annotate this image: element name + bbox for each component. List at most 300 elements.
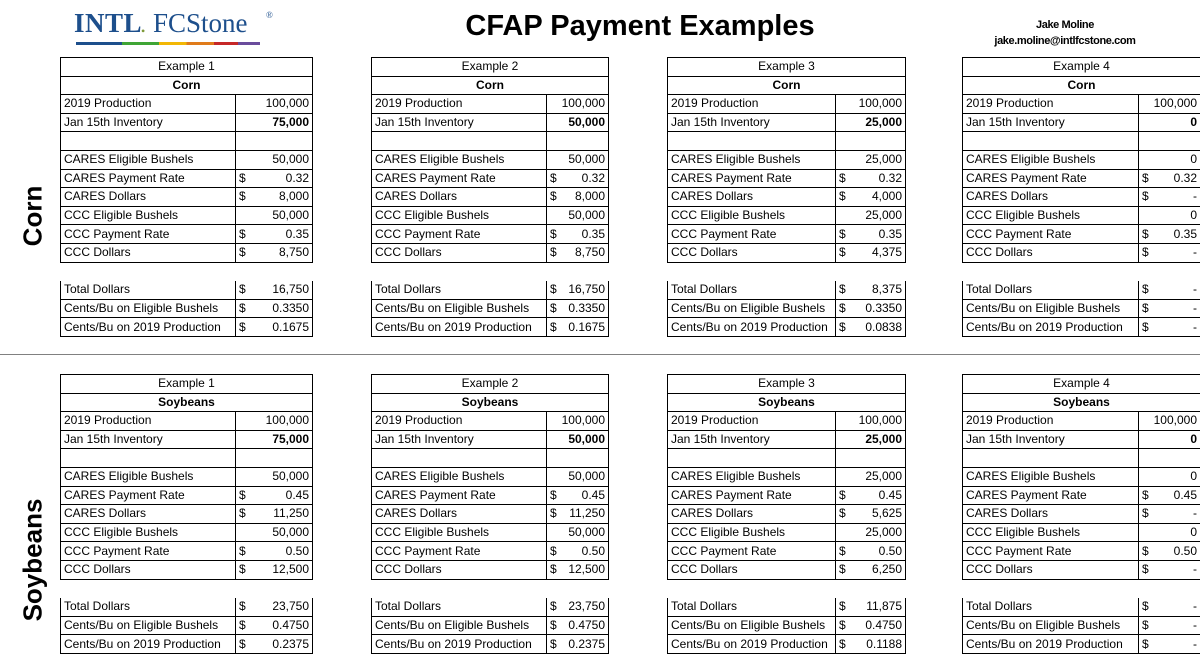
row-cares-rate <box>372 169 609 188</box>
row-label: CCC Dollars <box>963 243 1139 262</box>
row-label: CARES Eligible Bushels <box>372 467 547 486</box>
row-cents-eligible <box>372 299 609 318</box>
currency-value <box>836 616 906 635</box>
row-ccc-bushels <box>668 523 906 542</box>
currency-value <box>547 281 609 300</box>
row-cents-eligible <box>372 616 609 635</box>
cell-value: 25,000 <box>836 150 906 169</box>
currency-amount: - <box>1193 189 1198 204</box>
cell-value: 100,000 <box>236 95 313 114</box>
currency-symbol: $ <box>550 487 557 502</box>
currency-value <box>547 616 609 635</box>
row-spacer <box>668 449 906 468</box>
cell-value: 100,000 <box>547 95 609 114</box>
example-title: Example 4 <box>963 58 1200 77</box>
cell-value: 25,000 <box>836 523 906 542</box>
currency-value <box>547 243 609 262</box>
currency-amount: - <box>1193 618 1198 633</box>
commodity-header: Corn <box>372 76 609 95</box>
commodity-header: Corn <box>668 76 906 95</box>
row-cares-bushels <box>963 150 1200 169</box>
row-label: 2019 Production <box>963 95 1139 114</box>
row-label: Jan 15th Inventory <box>963 113 1139 132</box>
example-title: Example 2 <box>372 375 609 394</box>
currency-symbol: $ <box>239 189 246 204</box>
currency-symbol: $ <box>839 319 846 334</box>
row-label: Cents/Bu on 2019 Production <box>61 635 236 654</box>
row-label: CARES Payment Rate <box>372 169 547 188</box>
row-label: CCC Dollars <box>61 560 236 579</box>
currency-value <box>1139 542 1200 561</box>
row-label: CARES Eligible Bushels <box>372 150 547 169</box>
currency-amount: 8,000 <box>574 189 606 204</box>
currency-amount: 0.45 <box>878 487 903 502</box>
row-cents-production <box>668 635 906 654</box>
row-cares-rate <box>668 169 906 188</box>
cell-value: 100,000 <box>547 412 609 431</box>
contact-email: jake.moline@intlfcstone.com <box>994 35 1136 47</box>
row-total <box>372 598 609 617</box>
currency-amount: 0.2375 <box>568 636 606 651</box>
currency-symbol: $ <box>1142 282 1149 297</box>
currency-value <box>236 318 313 337</box>
row-label: Total Dollars <box>372 598 547 617</box>
row-ccc-rate <box>668 542 906 561</box>
row-label: CARES Payment Rate <box>668 169 836 188</box>
currency-amount: 0.4750 <box>568 618 606 633</box>
row-label: Total Dollars <box>963 281 1139 300</box>
example-title: Example 4 <box>963 375 1200 394</box>
row-cares-bushels <box>372 150 609 169</box>
row-label: Cents/Bu on 2019 Production <box>372 635 547 654</box>
row-label: 2019 Production <box>372 95 547 114</box>
currency-symbol: $ <box>839 618 846 633</box>
currency-amount: 0.45 <box>285 487 310 502</box>
row-label: 2019 Production <box>61 412 236 431</box>
currency-symbol: $ <box>839 245 846 260</box>
currency-value <box>836 635 906 654</box>
currency-value <box>1139 188 1200 207</box>
currency-value <box>236 225 313 244</box>
cell-value: 75,000 <box>236 113 313 132</box>
currency-symbol: $ <box>239 301 246 316</box>
row-ccc-rate <box>61 225 313 244</box>
currency-symbol: $ <box>839 487 846 502</box>
currency-value <box>547 560 609 579</box>
currency-value <box>1139 635 1200 654</box>
currency-symbol: $ <box>1142 319 1149 334</box>
currency-value <box>1139 486 1200 505</box>
row-label: CCC Eligible Bushels <box>61 523 236 542</box>
currency-symbol: $ <box>550 301 557 316</box>
cell-value: 0 <box>1139 523 1200 542</box>
section-label-corn: Corn <box>17 185 48 247</box>
row-label: CCC Payment Rate <box>61 542 236 561</box>
currency-amount: 0.35 <box>1173 226 1198 241</box>
row-label: Cents/Bu on Eligible Bushels <box>372 616 547 635</box>
row-ccc-dollars <box>668 243 906 262</box>
currency-amount: 0.2375 <box>272 636 310 651</box>
currency-symbol: $ <box>239 282 246 297</box>
row-label: CCC Payment Rate <box>61 225 236 244</box>
row-cares-rate <box>963 169 1200 188</box>
currency-amount: 8,750 <box>574 245 606 260</box>
currency-value <box>1139 243 1200 262</box>
row-label: CCC Dollars <box>668 243 836 262</box>
row-total <box>668 281 906 300</box>
currency-symbol: $ <box>550 319 557 334</box>
currency-amount: 0.4750 <box>865 618 903 633</box>
currency-symbol: $ <box>839 543 846 558</box>
row-ccc-dollars <box>963 560 1200 579</box>
currency-value <box>236 560 313 579</box>
cell-value: 50,000 <box>547 113 609 132</box>
currency-symbol: $ <box>1142 599 1149 614</box>
currency-amount: - <box>1193 562 1198 577</box>
logo-color-bar <box>76 42 260 45</box>
example-table <box>667 374 906 654</box>
currency-value <box>1139 560 1200 579</box>
row-spacer <box>668 132 906 151</box>
example-title: Example 2 <box>372 58 609 77</box>
currency-amount: 0.3350 <box>865 301 903 316</box>
currency-amount: 12,500 <box>568 562 606 577</box>
row-label: 2019 Production <box>668 95 836 114</box>
row-cents-production <box>668 318 906 337</box>
row-cares-rate <box>668 486 906 505</box>
row-ccc-rate <box>963 542 1200 561</box>
currency-value <box>1139 616 1200 635</box>
row-production <box>61 412 313 431</box>
currency-symbol: $ <box>239 618 246 633</box>
row-inventory <box>372 113 609 132</box>
currency-symbol: $ <box>239 543 246 558</box>
currency-symbol: $ <box>839 189 846 204</box>
row-total <box>963 281 1200 300</box>
row-cares-bushels <box>668 150 906 169</box>
currency-symbol: $ <box>550 636 557 651</box>
cell-value: 0 <box>1139 113 1200 132</box>
row-label: Total Dollars <box>668 598 836 617</box>
currency-amount: 4,375 <box>871 245 903 260</box>
contact-block <box>960 17 1170 49</box>
currency-symbol: $ <box>839 282 846 297</box>
currency-value <box>1139 299 1200 318</box>
currency-symbol: $ <box>239 506 246 521</box>
row-label: CCC Dollars <box>61 243 236 262</box>
row-ccc-dollars <box>61 560 313 579</box>
row-inventory <box>668 430 906 449</box>
cell-value: 75,000 <box>236 430 313 449</box>
currency-amount: 8,750 <box>278 245 310 260</box>
currency-value <box>836 225 906 244</box>
page-title: CFAP Payment Examples <box>465 10 815 42</box>
row-spacer <box>372 132 609 151</box>
row-spacer <box>372 449 609 468</box>
currency-amount: 12,500 <box>272 562 310 577</box>
row-label: Cents/Bu on 2019 Production <box>668 635 836 654</box>
currency-value <box>836 542 906 561</box>
row-label: Cents/Bu on 2019 Production <box>372 318 547 337</box>
row-label: Cents/Bu on 2019 Production <box>61 318 236 337</box>
row-cents-eligible <box>61 299 313 318</box>
logo-intl-text: INTL <box>74 8 143 38</box>
row-label: CARES Eligible Bushels <box>668 467 836 486</box>
row-inventory <box>61 113 313 132</box>
currency-symbol: $ <box>1142 245 1149 260</box>
currency-amount: 8,375 <box>871 282 903 297</box>
row-label: Cents/Bu on 2019 Production <box>668 318 836 337</box>
commodity-header: Soybeans <box>372 393 609 412</box>
row-production <box>668 95 906 114</box>
row-label: CCC Dollars <box>963 560 1139 579</box>
currency-value <box>547 505 609 524</box>
cell-value: 50,000 <box>236 206 313 225</box>
currency-amount: 0.50 <box>1173 543 1198 558</box>
currency-value <box>236 281 313 300</box>
row-production <box>668 412 906 431</box>
row-cents-eligible <box>668 299 906 318</box>
example-title: Example 3 <box>668 58 906 77</box>
row-total <box>61 281 313 300</box>
currency-amount: 23,750 <box>568 599 606 614</box>
currency-symbol: $ <box>239 599 246 614</box>
row-ccc-dollars <box>372 560 609 579</box>
row-label: CARES Eligible Bushels <box>61 150 236 169</box>
currency-symbol: $ <box>1142 487 1149 502</box>
currency-value <box>1139 598 1200 617</box>
cell-value: 100,000 <box>236 412 313 431</box>
row-cares-bushels <box>372 467 609 486</box>
row-ccc-rate <box>372 542 609 561</box>
row-label: CCC Eligible Bushels <box>668 206 836 225</box>
row-label: CCC Payment Rate <box>668 225 836 244</box>
row-cents-eligible <box>963 299 1200 318</box>
row-cents-production <box>372 635 609 654</box>
currency-amount: - <box>1193 319 1198 334</box>
currency-amount: 0.3350 <box>568 301 606 316</box>
row-spacer <box>963 132 1200 151</box>
row-ccc-rate <box>963 225 1200 244</box>
currency-value <box>236 598 313 617</box>
row-label: Total Dollars <box>963 598 1139 617</box>
row-label: CARES Payment Rate <box>372 486 547 505</box>
cell-value: 25,000 <box>836 467 906 486</box>
cell-value: 25,000 <box>836 113 906 132</box>
row-label: 2019 Production <box>372 412 547 431</box>
row-label: CARES Eligible Bushels <box>668 150 836 169</box>
row-cents-production <box>963 635 1200 654</box>
currency-amount: - <box>1193 245 1198 260</box>
row-spacer <box>61 449 313 468</box>
example-table <box>60 374 313 654</box>
row-label: CARES Payment Rate <box>963 486 1139 505</box>
row-spacer <box>61 579 313 598</box>
currency-amount: 0.32 <box>285 170 310 185</box>
cell-value: 50,000 <box>547 150 609 169</box>
currency-value <box>547 225 609 244</box>
currency-symbol: $ <box>1142 189 1149 204</box>
row-cents-production <box>372 318 609 337</box>
currency-value <box>836 598 906 617</box>
row-label: Cents/Bu on 2019 Production <box>963 635 1139 654</box>
example-title: Example 1 <box>61 375 313 394</box>
row-cares-dollars <box>963 505 1200 524</box>
cell-value: 50,000 <box>547 206 609 225</box>
row-label: Total Dollars <box>668 281 836 300</box>
row-spacer <box>963 449 1200 468</box>
row-label: CARES Payment Rate <box>61 169 236 188</box>
currency-symbol: $ <box>550 618 557 633</box>
row-spacer <box>372 579 609 598</box>
currency-symbol: $ <box>1142 636 1149 651</box>
cell-value: 25,000 <box>836 430 906 449</box>
currency-symbol: $ <box>239 319 246 334</box>
row-cares-dollars <box>61 505 313 524</box>
row-cents-eligible <box>61 616 313 635</box>
row-ccc-dollars <box>372 243 609 262</box>
contact-name: Jake Moline <box>1036 19 1094 31</box>
row-ccc-bushels <box>372 206 609 225</box>
row-cares-bushels <box>61 467 313 486</box>
cell-value: 50,000 <box>547 523 609 542</box>
logo-dot-icon: • <box>141 24 146 38</box>
commodity-header: Soybeans <box>963 393 1200 412</box>
row-label: CCC Eligible Bushels <box>963 523 1139 542</box>
row-spacer <box>963 262 1200 281</box>
currency-value <box>836 318 906 337</box>
currency-symbol: $ <box>239 170 246 185</box>
row-cares-rate <box>61 486 313 505</box>
currency-symbol: $ <box>239 487 246 502</box>
commodity-header: Corn <box>963 76 1200 95</box>
row-cares-dollars <box>372 505 609 524</box>
row-total <box>668 598 906 617</box>
currency-value <box>836 281 906 300</box>
section-label-soybeans: Soybeans <box>17 498 48 622</box>
cell-value: 50,000 <box>547 430 609 449</box>
row-spacer <box>61 262 313 281</box>
currency-amount: 0.45 <box>581 487 606 502</box>
row-production <box>61 95 313 114</box>
currency-symbol: $ <box>239 636 246 651</box>
row-spacer <box>668 579 906 598</box>
example-table <box>371 57 609 337</box>
row-label: 2019 Production <box>668 412 836 431</box>
example-title: Example 1 <box>61 58 313 77</box>
row-label: CARES Eligible Bushels <box>61 467 236 486</box>
currency-symbol: $ <box>839 506 846 521</box>
commodity-header: Soybeans <box>668 393 906 412</box>
currency-value <box>236 169 313 188</box>
row-cares-rate <box>372 486 609 505</box>
row-spacer <box>372 262 609 281</box>
currency-amount: 0.3350 <box>272 301 310 316</box>
currency-symbol: $ <box>839 301 846 316</box>
currency-amount: 6,250 <box>871 562 903 577</box>
row-label: Cents/Bu on Eligible Bushels <box>963 299 1139 318</box>
row-total <box>61 598 313 617</box>
currency-amount: - <box>1193 506 1198 521</box>
row-spacer <box>963 579 1200 598</box>
cell-value: 100,000 <box>836 412 906 431</box>
row-label: Jan 15th Inventory <box>61 113 236 132</box>
example-table <box>60 57 313 337</box>
row-label: Total Dollars <box>61 281 236 300</box>
row-label: CARES Eligible Bushels <box>963 467 1139 486</box>
currency-symbol: $ <box>550 599 557 614</box>
cell-value: 0 <box>1139 150 1200 169</box>
currency-value <box>1139 505 1200 524</box>
row-label: CARES Dollars <box>963 505 1139 524</box>
row-label: CARES Dollars <box>372 505 547 524</box>
row-ccc-rate <box>61 542 313 561</box>
row-label: Jan 15th Inventory <box>668 113 836 132</box>
currency-symbol: $ <box>239 562 246 577</box>
currency-value <box>236 188 313 207</box>
row-cents-eligible <box>963 616 1200 635</box>
currency-amount: 11,250 <box>569 506 606 521</box>
row-label: CARES Dollars <box>668 188 836 207</box>
currency-amount: 0.35 <box>581 226 606 241</box>
currency-symbol: $ <box>839 636 846 651</box>
currency-amount: 16,750 <box>272 282 310 297</box>
currency-value <box>836 299 906 318</box>
cell-value: 100,000 <box>1139 95 1200 114</box>
row-cares-dollars <box>372 188 609 207</box>
row-label: Cents/Bu on Eligible Bushels <box>963 616 1139 635</box>
currency-amount: 0.0838 <box>865 319 903 334</box>
row-inventory <box>372 430 609 449</box>
logo-fcstone-text: FCStone <box>153 8 248 38</box>
row-inventory <box>668 113 906 132</box>
row-inventory <box>963 113 1200 132</box>
row-cares-dollars <box>963 188 1200 207</box>
row-label: Cents/Bu on Eligible Bushels <box>61 299 236 318</box>
currency-amount: 16,750 <box>568 282 606 297</box>
row-cares-rate <box>963 486 1200 505</box>
row-cares-bushels <box>963 467 1200 486</box>
logo-registered-mark: ® <box>266 10 273 20</box>
row-label: CCC Payment Rate <box>668 542 836 561</box>
row-label: 2019 Production <box>963 412 1139 431</box>
row-cents-production <box>61 635 313 654</box>
row-label: Cents/Bu on Eligible Bushels <box>372 299 547 318</box>
cell-value: 50,000 <box>236 150 313 169</box>
row-production <box>963 412 1200 431</box>
row-production <box>372 95 609 114</box>
currency-amount: 0.32 <box>878 170 903 185</box>
currency-value <box>547 486 609 505</box>
commodity-header: Corn <box>61 76 313 95</box>
currency-symbol: $ <box>839 226 846 241</box>
currency-value <box>1139 225 1200 244</box>
row-cents-production <box>963 318 1200 337</box>
currency-symbol: $ <box>1142 170 1149 185</box>
row-label: CCC Dollars <box>372 560 547 579</box>
cell-value: 100,000 <box>836 95 906 114</box>
currency-value <box>236 299 313 318</box>
row-production <box>963 95 1200 114</box>
row-production <box>372 412 609 431</box>
row-ccc-bushels <box>61 206 313 225</box>
row-label: Total Dollars <box>61 598 236 617</box>
currency-symbol: $ <box>839 599 846 614</box>
cell-value: 0 <box>1139 467 1200 486</box>
currency-value <box>836 505 906 524</box>
cell-value: 100,000 <box>1139 412 1200 431</box>
currency-amount: 5,625 <box>871 506 903 521</box>
